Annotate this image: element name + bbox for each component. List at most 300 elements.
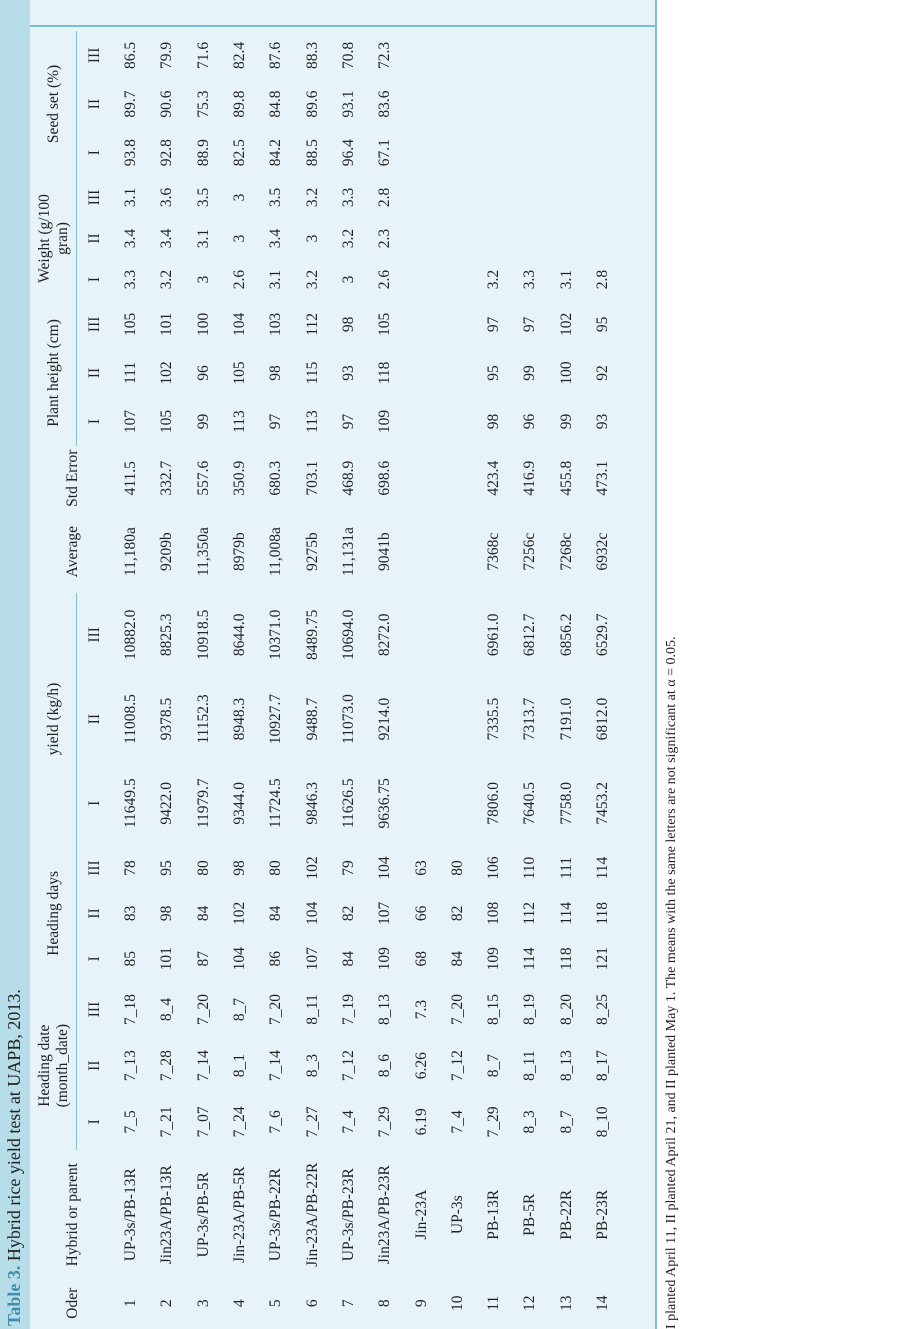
cell-oder: 14 — [594, 1295, 611, 1311]
table-row — [113, 31, 149, 1327]
cell-heading-date-i: 7_27 — [303, 1106, 321, 1138]
sub-i: I — [86, 276, 103, 283]
group-yield: yield (kg/h) — [32, 593, 77, 846]
cell-yield-ii — [403, 677, 439, 761]
cell-seed-set-ii: 89.6 — [303, 90, 321, 118]
cell-yield-i — [403, 761, 439, 845]
cell-yield-i: 9636.75 — [376, 778, 394, 829]
cell-heading-date-ii: 8_1 — [231, 1054, 249, 1078]
cell-seed-set-i — [476, 128, 512, 177]
cell-plant-height-ii: 118 — [376, 361, 394, 385]
cell-seed-set-i: 67.1 — [376, 139, 394, 167]
sub-i: I — [86, 150, 103, 156]
cell-weight-ii: 3.4 — [122, 228, 140, 249]
cell-heading-date-iii: 7_20 — [448, 994, 466, 1025]
cell-hybrid: PB-22R — [557, 1189, 575, 1240]
cell-average: 11,180a — [122, 527, 140, 577]
cell-std-error: 473.1 — [594, 460, 611, 496]
cell-heading-days-ii: 98 — [158, 905, 176, 922]
cell-heading-days-ii: 118 — [594, 902, 611, 925]
cell-seed-set-ii — [512, 80, 548, 129]
sub-ii: II — [86, 233, 103, 244]
cell-heading-days-iii: 80 — [267, 860, 285, 876]
cell-heading-date-i: 7_5 — [122, 1110, 140, 1134]
cell-heading-date-i: 7_4 — [339, 1110, 357, 1134]
cell-weight-iii — [440, 177, 476, 218]
table-row — [149, 31, 185, 1327]
sub-iii: III — [86, 189, 103, 206]
cell-heading-days-iii: 78 — [122, 860, 140, 876]
cell-heading-days-i: 114 — [521, 947, 539, 971]
cell-oder: 2 — [158, 1299, 176, 1308]
cell-average: 7368c — [485, 532, 503, 571]
table-row — [331, 31, 367, 1327]
cell-oder: 9 — [412, 1299, 430, 1308]
cell-oder: 3 — [194, 1299, 212, 1308]
cell-weight-iii — [549, 177, 585, 218]
cell-heading-date-iii: 7_18 — [122, 994, 140, 1025]
cell-std-error: 411.5 — [122, 461, 140, 496]
cell-weight-ii — [512, 218, 548, 259]
cell-yield-iii: 8489.75 — [303, 609, 321, 660]
cell-std-error: 455.8 — [557, 460, 575, 496]
cell-std-error: 350.9 — [231, 460, 249, 496]
cell-plant-height-ii: 100 — [557, 361, 575, 385]
cell-heading-date-i: 7_29 — [485, 1106, 503, 1138]
cell-heading-days-i: 121 — [594, 947, 611, 971]
cell-heading-days-ii: 84 — [267, 905, 285, 922]
cell-weight-ii — [476, 218, 512, 259]
cell-seed-set-iii: 87.6 — [267, 41, 285, 69]
sub-iii: III — [86, 316, 103, 333]
cell-weight-ii: 3.4 — [158, 228, 176, 249]
cell-yield-iii: 10371.0 — [267, 609, 285, 660]
cell-weight-ii: 2.3 — [376, 228, 394, 249]
table-footnote: I planted April 11, II planted April 21, and II planted May 1. The means with the same letters are not significant at α = 0.05. — [664, 636, 679, 1329]
cell-yield-ii — [440, 677, 476, 761]
cell-heading-date-ii: 6.26 — [412, 1052, 430, 1080]
cell-plant-height-i: 97 — [339, 413, 357, 430]
cell-oder: 6 — [303, 1299, 321, 1308]
group-heading-date: Heading date (month_date) — [32, 981, 77, 1150]
cell-seed-set-iii: 79.9 — [158, 41, 176, 69]
cell-hybrid: UP-3s/PB-23R — [339, 1168, 357, 1262]
group-plant-height: Plant height (cm) — [32, 300, 77, 446]
table-row — [294, 31, 330, 1327]
cell-heading-date-iii: 8_11 — [303, 994, 321, 1025]
cell-average: 9209b — [158, 532, 176, 572]
cell-heading-days-i: 87 — [194, 950, 212, 967]
cell-seed-set-ii: 93.1 — [339, 90, 357, 118]
cell-plant-height-iii — [403, 300, 439, 349]
cell-heading-days-iii: 63 — [412, 860, 430, 876]
cell-heading-date-ii: 8_17 — [594, 1050, 611, 1082]
cell-weight-iii: 3.3 — [339, 187, 357, 208]
cell-yield-ii: 11073.0 — [339, 694, 357, 744]
cell-yield-iii: 6812.7 — [521, 613, 539, 657]
cell-heading-days-iii: 110 — [521, 856, 539, 880]
cell-oder: 4 — [231, 1299, 249, 1308]
cell-heading-days-i: 109 — [376, 947, 394, 971]
cell-heading-date-i: 7_24 — [231, 1106, 249, 1138]
cell-yield-i: 11724.5 — [267, 778, 285, 829]
cell-heading-days-ii: 82 — [448, 905, 466, 922]
cell-weight-iii: 3.6 — [158, 187, 176, 208]
cell-average: 7268c — [557, 532, 575, 571]
cell-plant-height-iii: 95 — [594, 316, 611, 333]
cell-heading-days-ii: 82 — [339, 905, 357, 922]
cell-std-error: 416.9 — [521, 460, 539, 496]
cell-average: 11,350a — [194, 527, 212, 577]
cell-heading-days-iii: 79 — [339, 860, 357, 876]
cell-yield-ii: 9378.5 — [158, 697, 176, 741]
cell-plant-height-i — [403, 397, 439, 446]
cell-plant-height-ii: 93 — [339, 365, 357, 381]
cell-plant-height-i: 98 — [485, 413, 503, 430]
cell-plant-height-iii — [440, 300, 476, 349]
cell-seed-set-iii: 86.5 — [122, 41, 140, 69]
cell-weight-ii — [585, 218, 621, 259]
cell-seed-set-ii: 75.3 — [194, 90, 212, 118]
cell-heading-days-iii: 95 — [158, 860, 176, 876]
cell-heading-date-i: 7_07 — [194, 1106, 212, 1138]
cell-seed-set-i: 82.5 — [231, 139, 249, 167]
cell-weight-ii — [549, 218, 585, 259]
cell-heading-days-ii: 83 — [122, 905, 140, 922]
cell-plant-height-iii: 97 — [485, 316, 503, 333]
cell-yield-ii: 9214.0 — [376, 697, 394, 741]
cell-yield-i: 9846.3 — [303, 781, 321, 825]
cell-seed-set-iii: 72.3 — [376, 41, 394, 69]
cell-average: 8979b — [231, 532, 249, 572]
cell-hybrid: Jin23A/PB-23R — [376, 1165, 394, 1265]
cell-heading-days-ii: 107 — [376, 901, 394, 926]
cell-hybrid: UP-3s/PB-5R — [194, 1172, 212, 1258]
col-hybrid: Hybrid or parent — [63, 1163, 81, 1267]
cell-weight-i: 3.1 — [267, 269, 285, 290]
cell-plant-height-iii: 112 — [303, 313, 321, 336]
group-seed-set: Seed set (%) — [32, 31, 77, 177]
cell-weight-i: 2.8 — [594, 269, 611, 290]
cell-weight-ii: 3.4 — [267, 228, 285, 249]
cell-plant-height-i: 107 — [122, 409, 140, 434]
group-weight: Weight (g/100 gran) — [32, 177, 77, 300]
cell-yield-ii: 7313.7 — [521, 697, 539, 741]
cell-yield-i: 11626.5 — [339, 778, 357, 829]
cell-hybrid: UP-3s — [448, 1195, 466, 1235]
table-bottom-rule — [655, 0, 657, 1329]
cell-yield-ii: 7191.0 — [557, 697, 575, 741]
cell-weight-iii: 3.1 — [122, 187, 140, 208]
cell-seed-set-ii — [476, 80, 512, 129]
cell-heading-days-i: 109 — [485, 947, 503, 971]
cell-average: 6932c — [594, 532, 611, 571]
cell-seed-set-iii: 70.8 — [339, 41, 357, 69]
cell-heading-date-iii: 8_13 — [376, 994, 394, 1025]
cell-yield-ii: 11152.3 — [194, 694, 212, 744]
cell-heading-days-ii: 112 — [521, 902, 539, 925]
cell-seed-set-i — [512, 128, 548, 177]
cell-yield-i: 7806.0 — [485, 781, 503, 825]
cell-heading-days-ii: 102 — [231, 901, 249, 926]
table-row — [476, 31, 512, 1327]
cell-heading-date-ii: 7_28 — [158, 1050, 176, 1082]
cell-heading-days-iii: 106 — [485, 856, 503, 880]
cell-heading-days-iii: 102 — [303, 856, 321, 880]
sub-iii: III — [86, 1001, 103, 1018]
cell-heading-date-iii: 7_19 — [339, 994, 357, 1025]
cell-heading-days-ii: 84 — [194, 905, 212, 922]
cell-yield-i: 7758.0 — [557, 781, 575, 825]
cell-average — [440, 511, 476, 593]
cell-seed-set-ii: 89.7 — [122, 90, 140, 118]
cell-heading-date-i: 8_7 — [557, 1110, 575, 1134]
cell-yield-i: 11649.5 — [122, 778, 140, 829]
cell-seed-set-iii — [403, 31, 439, 80]
cell-std-error: 468.9 — [339, 460, 357, 496]
cell-heading-days-ii: 66 — [412, 905, 430, 922]
cell-heading-days-ii: 108 — [485, 901, 503, 926]
cell-plant-height-i: 96 — [521, 413, 539, 430]
cell-seed-set-i: 88.5 — [303, 139, 321, 167]
cell-weight-ii: 3 — [303, 234, 321, 243]
cell-yield-i: 11979.7 — [194, 778, 212, 829]
cell-weight-ii: 3.1 — [194, 228, 212, 249]
cell-seed-set-ii — [585, 80, 621, 129]
cell-heading-date-iii: 8_20 — [557, 994, 575, 1025]
cell-plant-height-iii: 105 — [122, 312, 140, 336]
cell-weight-i: 3.2 — [485, 269, 503, 290]
cell-weight-ii: 3 — [231, 234, 249, 243]
table-caption — [4, 989, 25, 1326]
cell-hybrid: PB-5R — [521, 1193, 539, 1236]
cell-yield-i: 9422.0 — [158, 781, 176, 825]
cell-heading-date-iii: 7_20 — [194, 994, 212, 1025]
cell-std-error: 680.3 — [267, 460, 285, 496]
sub-iii: III — [86, 860, 103, 876]
cell-average — [403, 511, 439, 593]
cell-yield-iii — [403, 593, 439, 677]
cell-plant-height-ii: 99 — [521, 365, 539, 381]
cell-plant-height-ii: 115 — [303, 361, 321, 385]
cell-heading-date-ii: 8_11 — [521, 1050, 539, 1081]
cell-yield-i: 7640.5 — [521, 781, 539, 825]
cell-hybrid: PB-13R — [485, 1189, 503, 1240]
yield-table — [32, 31, 621, 1327]
cell-std-error — [440, 446, 476, 511]
cell-plant-height-iii: 98 — [339, 316, 357, 333]
cell-hybrid: Jin-23A/PB-5R — [231, 1166, 249, 1263]
cell-oder: 5 — [267, 1299, 285, 1308]
cell-plant-height-ii: 111 — [122, 361, 140, 384]
cell-plant-height-iii: 101 — [158, 312, 176, 336]
cell-average: 11,131a — [339, 527, 357, 577]
cell-seed-set-iii: 88.3 — [303, 41, 321, 69]
title-bar — [0, 0, 30, 1329]
cell-std-error — [403, 446, 439, 511]
table-body — [113, 31, 621, 1327]
group-heading-days: Heading days — [32, 845, 77, 981]
cell-oder: 1 — [122, 1299, 140, 1308]
cell-heading-days-iii: 104 — [376, 856, 394, 880]
col-oder: Oder — [63, 1287, 81, 1319]
cell-weight-iii: 3.5 — [194, 187, 212, 208]
cell-yield-i: 7453.2 — [594, 781, 611, 825]
cell-plant-height-iii: 97 — [521, 316, 539, 333]
cell-heading-days-iii: 114 — [594, 856, 611, 880]
cell-seed-set-iii: 82.4 — [231, 41, 249, 69]
table-label: Table 3. — [4, 1265, 24, 1326]
cell-plant-height-i: 113 — [231, 410, 249, 433]
cell-yield-iii: 10882.0 — [122, 609, 140, 660]
cell-seed-set-iii: 71.6 — [194, 41, 212, 69]
cell-weight-iii: 3.5 — [267, 187, 285, 208]
cell-oder: 12 — [521, 1295, 539, 1311]
cell-seed-set-ii: 83.6 — [376, 90, 394, 118]
cell-seed-set-ii — [549, 80, 585, 129]
cell-average: 9041b — [376, 532, 394, 572]
table-row — [549, 31, 585, 1327]
cell-weight-ii: 3.2 — [339, 228, 357, 249]
cell-heading-date-i: 7_6 — [267, 1110, 285, 1134]
cell-plant-height-ii: 96 — [194, 365, 212, 381]
cell-hybrid: Jin-23A — [412, 1189, 430, 1240]
cell-average: 11,008a — [267, 527, 285, 577]
cell-seed-set-i — [403, 128, 439, 177]
cell-hybrid: Jin23A/PB-13R — [158, 1165, 176, 1265]
cell-plant-height-i — [440, 397, 476, 446]
table-row — [258, 31, 294, 1327]
cell-oder: 11 — [485, 1295, 503, 1311]
cell-heading-days-iii: 111 — [557, 857, 575, 880]
cell-yield-iii — [440, 593, 476, 677]
cell-yield-ii: 10927.7 — [267, 693, 285, 745]
cell-average: 7256c — [521, 532, 539, 571]
table-row — [403, 31, 439, 1327]
cell-oder: 10 — [448, 1295, 466, 1311]
cell-plant-height-ii — [403, 349, 439, 398]
cell-seed-set-i: 93.8 — [122, 139, 140, 167]
cell-weight-i: 3.3 — [521, 269, 539, 290]
cell-yield-iii: 10918.5 — [194, 609, 212, 660]
cell-seed-set-ii: 89.8 — [231, 90, 249, 118]
cell-plant-height-iii: 104 — [231, 312, 249, 336]
cell-weight-ii — [403, 218, 439, 259]
cell-seed-set-i: 92.8 — [158, 139, 176, 167]
cell-heading-date-iii: 8_15 — [485, 994, 503, 1025]
cell-std-error: 703.1 — [303, 460, 321, 496]
table-right-rule — [30, 25, 655, 27]
cell-weight-iii: 3 — [231, 193, 249, 202]
cell-weight-i: 3 — [194, 275, 212, 284]
cell-plant-height-ii — [440, 349, 476, 398]
cell-plant-height-i: 109 — [376, 409, 394, 434]
sub-ii: II — [86, 713, 103, 725]
cell-heading-date-ii: 7_14 — [267, 1050, 285, 1082]
sub-i: I — [86, 956, 103, 962]
cell-plant-height-ii: 105 — [231, 361, 249, 385]
cell-heading-days-iii: 80 — [448, 860, 466, 876]
cell-weight-i: 3.2 — [158, 269, 176, 290]
sub-iii: III — [86, 47, 103, 64]
cell-weight-iii — [585, 177, 621, 218]
cell-seed-set-i — [585, 128, 621, 177]
cell-std-error: 698.6 — [376, 460, 394, 496]
cell-yield-iii: 10694.0 — [339, 609, 357, 660]
cell-heading-date-ii: 7_12 — [448, 1050, 466, 1082]
cell-weight-i: 3.1 — [557, 269, 575, 290]
cell-plant-height-iii: 100 — [194, 312, 212, 336]
cell-seed-set-iii — [476, 31, 512, 80]
cell-seed-set-iii — [440, 31, 476, 80]
cell-weight-iii: 2.8 — [376, 187, 394, 208]
sub-i: I — [86, 800, 103, 806]
cell-yield-ii: 6812.0 — [594, 697, 611, 741]
cell-heading-date-ii: 7_14 — [194, 1050, 212, 1082]
cell-plant-height-ii: 95 — [485, 365, 503, 381]
cell-heading-date-i: 7_21 — [158, 1106, 176, 1138]
cell-plant-height-i: 105 — [158, 409, 176, 434]
cell-weight-i: 3 — [339, 275, 357, 284]
sub-ii: II — [86, 1060, 103, 1071]
cell-oder: 7 — [339, 1299, 357, 1308]
cell-heading-date-iii: 7.3 — [412, 999, 430, 1020]
cell-heading-date-ii: 7_13 — [122, 1050, 140, 1082]
cell-yield-iii: 8272.0 — [376, 613, 394, 657]
cell-weight-i — [403, 259, 439, 300]
cell-seed-set-i: 84.2 — [267, 139, 285, 167]
cell-yield-iii: 6529.7 — [594, 613, 611, 657]
cell-yield-ii: 9488.7 — [303, 697, 321, 741]
cell-std-error: 423.4 — [485, 460, 503, 496]
sub-ii: II — [86, 98, 103, 110]
cell-hybrid: UP-3s/PB-13R — [122, 1168, 140, 1262]
table-title: Hybrid rice yield test at UAPB, 2013. — [4, 989, 24, 1262]
table-row — [512, 31, 548, 1327]
cell-heading-date-ii: 8_3 — [303, 1054, 321, 1078]
cell-seed-set-i: 88.9 — [194, 139, 212, 167]
cell-heading-days-i: 84 — [339, 950, 357, 967]
cell-seed-set-ii: 84.8 — [267, 90, 285, 118]
cell-heading-days-iii: 80 — [194, 860, 212, 876]
cell-plant-height-ii: 102 — [158, 361, 176, 385]
table-row — [186, 31, 222, 1327]
cell-heading-date-iii: 8_19 — [521, 994, 539, 1025]
cell-seed-set-i — [440, 128, 476, 177]
cell-heading-days-ii: 104 — [303, 901, 321, 926]
cell-heading-date-i: 8_3 — [521, 1110, 539, 1134]
cell-seed-set-ii — [440, 80, 476, 129]
cell-oder: 8 — [376, 1299, 394, 1308]
cell-yield-iii: 6961.0 — [485, 613, 503, 657]
sub-iii: III — [86, 627, 103, 643]
cell-hybrid: UP-3s/PB-22R — [267, 1168, 285, 1262]
table-row — [367, 31, 403, 1327]
cell-heading-days-i: 85 — [122, 950, 140, 967]
cell-heading-date-iii: 8_25 — [594, 994, 611, 1025]
cell-plant-height-ii: 98 — [267, 365, 285, 381]
cell-std-error: 332.7 — [158, 460, 176, 496]
cell-heading-date-i: 7_4 — [448, 1110, 466, 1134]
col-average: Average — [63, 525, 81, 578]
cell-weight-i: 3.2 — [303, 269, 321, 290]
cell-plant-height-i: 99 — [194, 413, 212, 430]
cell-yield-iii: 8644.0 — [231, 613, 249, 657]
cell-yield-iii: 6856.2 — [557, 613, 575, 657]
cell-heading-days-i: 101 — [158, 947, 176, 971]
cell-plant-height-iii: 102 — [557, 312, 575, 336]
cell-seed-set-ii — [403, 80, 439, 129]
